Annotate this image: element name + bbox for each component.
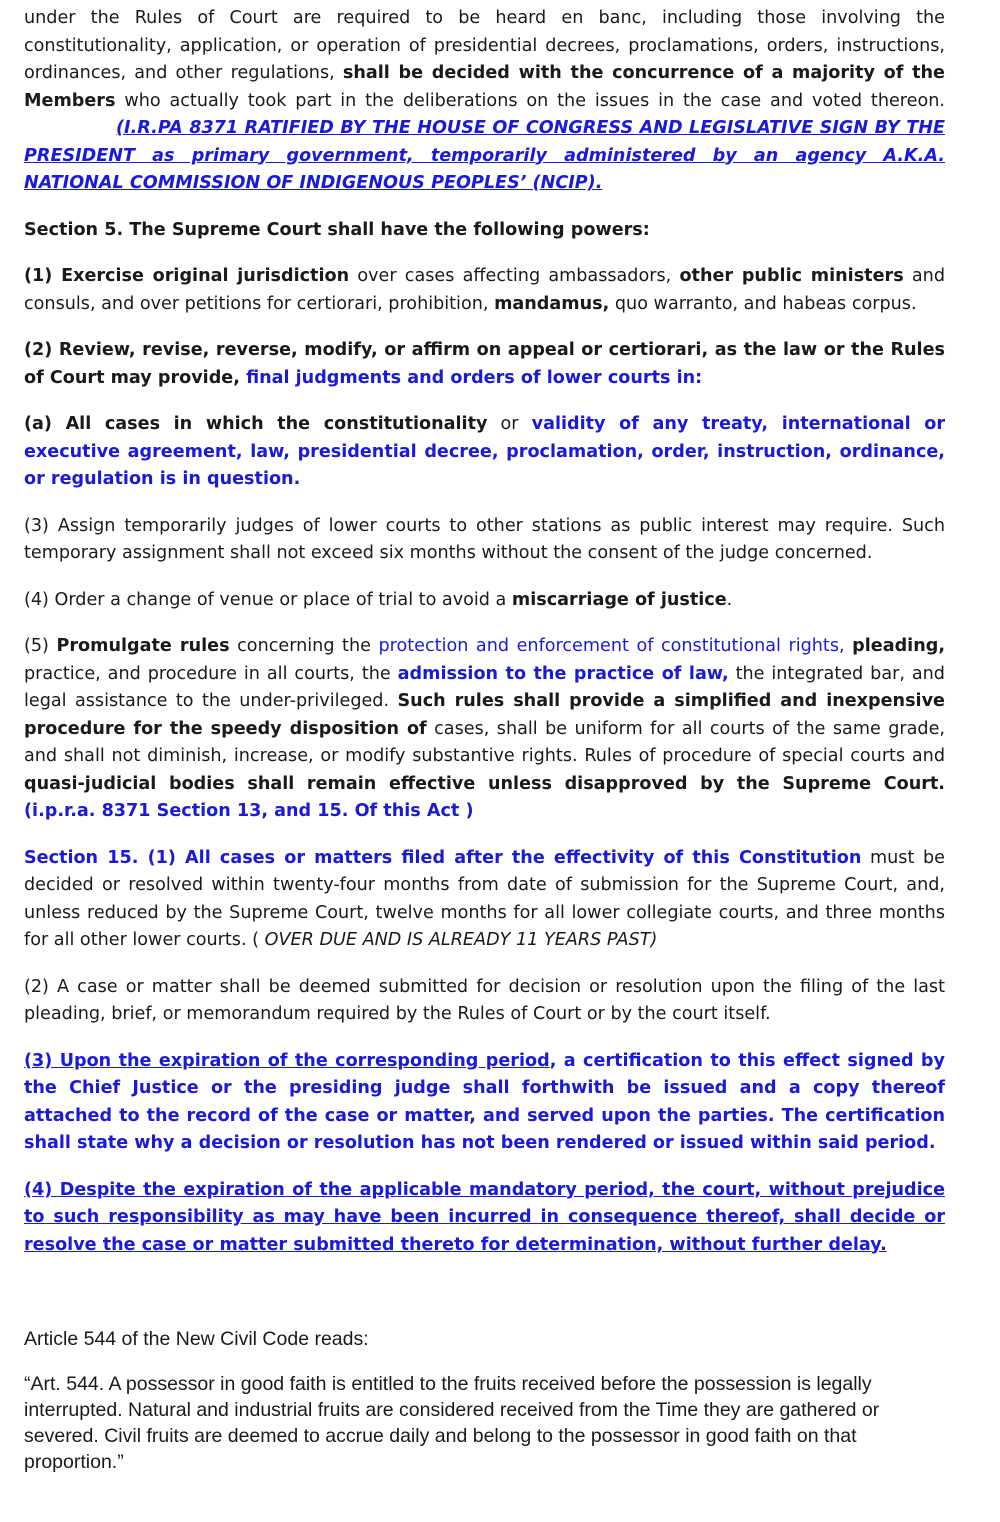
text-span: the integrated bar, and legal assistance to the under-privileged. [24,663,945,711]
text-span: who actually took part in the deliberations on the issues in the case and voted thereon. [115,90,945,111]
text-span: quo warranto, and habeas corpus. [609,293,917,314]
spacer [24,1278,945,1326]
blue-span: protection and enforcement of constitutional rights, [378,636,845,656]
paragraph-en-banc [24,5,945,198]
text-span: , a certification to this effect signed by the Chief Justice or the presiding judge shall forthwith be issued and a copy thereof attached to the record of the case or matter, and served upon the parties. The certification shall state why a decision or resolution has not been rendered or issued within said period. [24,1050,945,1153]
paragraph-power-1 [24,263,945,318]
text-span: under the Rules of Court are required to be heard en banc, including those involving the constitutionality, application, or operation of presidential decrees, proclamations, orders, instructions, ordinances, and other regulations, [24,8,945,83]
paragraph-power-2a [24,411,945,494]
bold-span: (a) All cases in which the constitutionality [24,414,488,434]
paragraph-power-4 [24,587,945,615]
text-span: practice, and procedure in all courts, the [24,663,398,684]
ipra-annotation: (I.R.PA 8371 RATIFIED BY THE HOUSE OF CONGRESS AND LEGISLATIVE SIGN BY THE PRESIDENT as primary government, temporarily administered by an agency A.K.A. NATIONAL COMMISSION OF INDIGENOUS PEOPLES’ (NCIP). [24,118,945,193]
ipra-section-reference: (i.p.r.a. 8371 Section 13, and 15. Of this Act ) [24,801,474,821]
section-15-paragraph-4: (4) Despite the expiration of the applicable mandatory period, the court, without prejudice to such responsibility as may have been incurred in consequence thereof, shall decide or resolve the case or matter submitted thereto for determination, without further delay. [24,1179,945,1255]
text-span: cases, shall be uniform for all courts of the same grade, and shall not diminish, increase, or modify substantive rights. Rules of procedure of special courts and [24,718,945,766]
section-5-heading: Section 5. The Supreme Court shall have the following powers: [24,219,650,240]
paragraph-power-3: (3) Assign temporarily judges of lower courts to other stations as public interest may require. Such temporary assignment shall not exceed six months without the consent of the judge concerned. [24,515,945,563]
section-15-paragraph-2: (2) A case or matter shall be deemed submitted for decision or resolution upon the filing of the last pleading, brief, or memorandum required by the Rules of Court or by the court itself. [24,976,945,1024]
bold-span: quasi-judicial bodies shall remain effective unless disapproved by the Supreme Court. [24,773,945,794]
article-544-quote: “Art. 544. A possessor in good faith is entitled to the fruits received before the possession is legally interrupted. Natural and industrial fruits are considered received from the Time they are gathered or severed. Civil fruits are deemed to accrue daily and belong to the possessor in good faith on that proportion.” [24,1373,880,1473]
blue-bold-span: final judgments and orders of lower courts in: [246,367,703,388]
text-span: must be decided or resolved within twenty-four months from date of submission for the Supreme Court, and, unless reduced by the Supreme Court, twelve months for all lower collegiate courts, and three months for all other lower courts. ( [24,847,945,950]
paragraph-power-5 [24,633,945,826]
bold-span: Promulgate rules [56,636,230,656]
article-544-intro: Article 544 of the New Civil Code reads: [24,1328,369,1350]
text-span: . [726,589,733,610]
text-span: concerning the [229,636,379,656]
blue-bold-span: validity of any treaty, international or executive agreement, law, presidential decree, proclamation, order, instruction, ordinance, or regulation is in question. [24,414,945,489]
text-span: or [487,414,532,434]
paragraph-power-2 [24,337,945,392]
bold-span: (2) Review, revise, reverse, modify, or affirm on appeal or certiorari, as the law or the Rules of Court may provide, [24,340,945,388]
text-span: (5) [24,636,57,656]
bold-span: other public ministers [679,266,904,286]
blue-bold-span: admission to the practice of law, [397,663,729,684]
text-span [845,636,853,656]
bold-span: Such rules shall provide a simplified and inexpensive procedure for the speedy disposition of [24,691,945,739]
bold-span: (1) Exercise original jurisdiction [24,266,350,286]
text-span: and consuls, and over petitions for certiorari, prohibition, [24,266,945,314]
underlined-span: (3) Upon the expiration of the corresponding period [24,1050,550,1071]
section-15-paragraph-1 [24,845,945,955]
bold-span: shall be decided with the concurrence of a majority of the Members [24,63,945,111]
blue-bold-span: Section 15. (1) All cases or matters filed after the effectivity of this Constitution [24,847,862,868]
section-15-paragraph-3 [24,1048,945,1158]
italic-span: OVER DUE AND IS ALREADY 11 YEARS PAST) [264,930,658,950]
bold-span: mandamus, [494,293,610,314]
bold-span: pleading, [852,636,945,656]
bold-span: miscarriage of justice [511,589,727,610]
text-span: over cases affecting ambassadors, [349,266,680,286]
text-span: (4) Order a change of venue or place of trial to avoid a [24,589,512,610]
